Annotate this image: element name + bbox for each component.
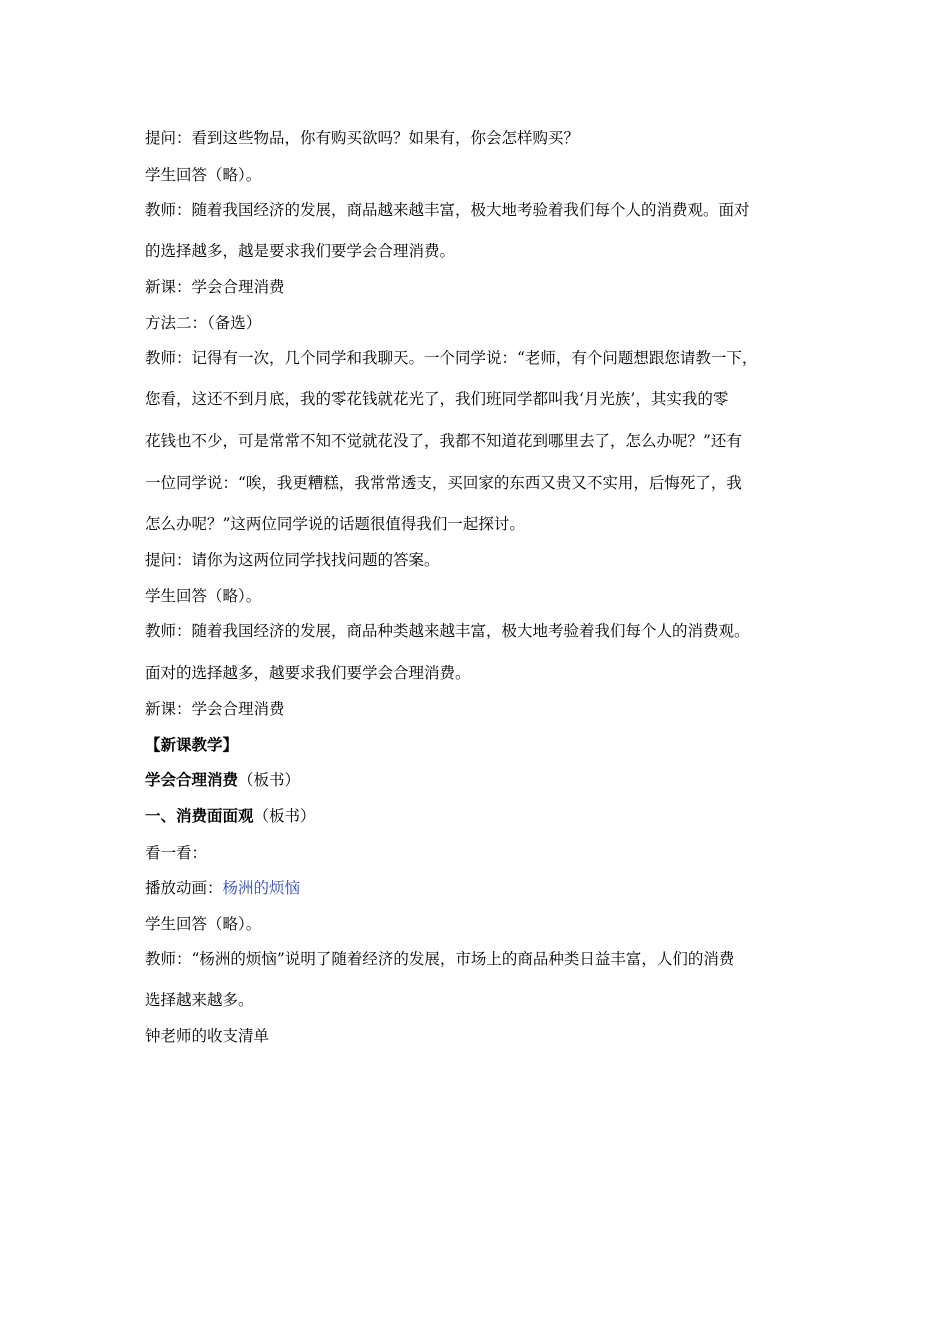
story-line: 您看，这还不到月底，我的零花钱就花光了，我们班同学都叫我‘月光族’，其实我的零 (145, 390, 729, 408)
new-lesson-line: 新课：学会合理消费 (145, 700, 285, 718)
teacher-line-cont: 的选择越多，越是要求我们要学会合理消费。 (145, 242, 456, 260)
story-line: 花钱也不少，可是常常不知不觉就花没了，我都不知道花到哪里去了，怎么办呢？”还有 (145, 432, 742, 450)
question-line: 提问：看到这些物品，你有购买欲吗？如果有，你会怎样购买？ (145, 129, 580, 147)
teacher-line-cont: 选择越来越多。 (145, 991, 254, 1009)
list-title: 钟老师的收支清单 (145, 1027, 270, 1045)
teacher-line: 教师：随着我国经济的发展，商品种类越来越丰富，极大地考验着我们每个人的消费观。 (145, 622, 750, 640)
story-line: 教师：记得有一次，几个同学和我聊天。一个同学说：“老师，有个问题想跟您请教一下， (145, 349, 758, 367)
student-answer-line: 学生回答（略）。 (145, 915, 262, 933)
teacher-line-cont: 面对的选择越多，越要求我们要学会合理消费。 (145, 664, 471, 682)
lesson-title-text: 学会合理消费 (145, 771, 239, 789)
student-answer-line: 学生回答（略）。 (145, 587, 262, 605)
method-two-line: 方法二：（备选） (145, 314, 262, 332)
teacher-line: 教师：“杨洲的烦恼”说明了随着经济的发展，市场上的商品种类日益丰富，人们的消费 (145, 950, 735, 968)
section-heading: 【新课教学】 (145, 736, 239, 754)
subsection-title-text: 一、消费面面观 (145, 807, 254, 825)
play-animation-line (145, 878, 815, 898)
lesson-title (145, 770, 815, 790)
student-answer-line: 学生回答（略）。 (145, 166, 262, 184)
teacher-line: 教师：随着我国经济的发展，商品越来越丰富，极大地考验着我们每个人的消费观。面对 (145, 201, 750, 219)
question-line: 提问：请你为这两位同学找找问题的答案。 (145, 551, 440, 569)
subsection-title (145, 806, 815, 826)
story-line: 怎么办呢？”这两位同学说的话题很值得我们一起探讨。 (145, 515, 525, 533)
animation-link[interactable]: 杨洲的烦恼 (222, 879, 301, 897)
board-note: （板书） (238, 771, 301, 789)
play-label: 播放动画： (145, 879, 223, 897)
story-line: 一位同学说：“唉，我更糟糕，我常常透支，买回家的东西又贵又不实用，后悔死了，我 (145, 474, 742, 492)
look-line: 看一看： (145, 844, 208, 862)
board-note: （板书） (253, 807, 316, 825)
new-lesson-line: 新课：学会合理消费 (145, 278, 285, 296)
